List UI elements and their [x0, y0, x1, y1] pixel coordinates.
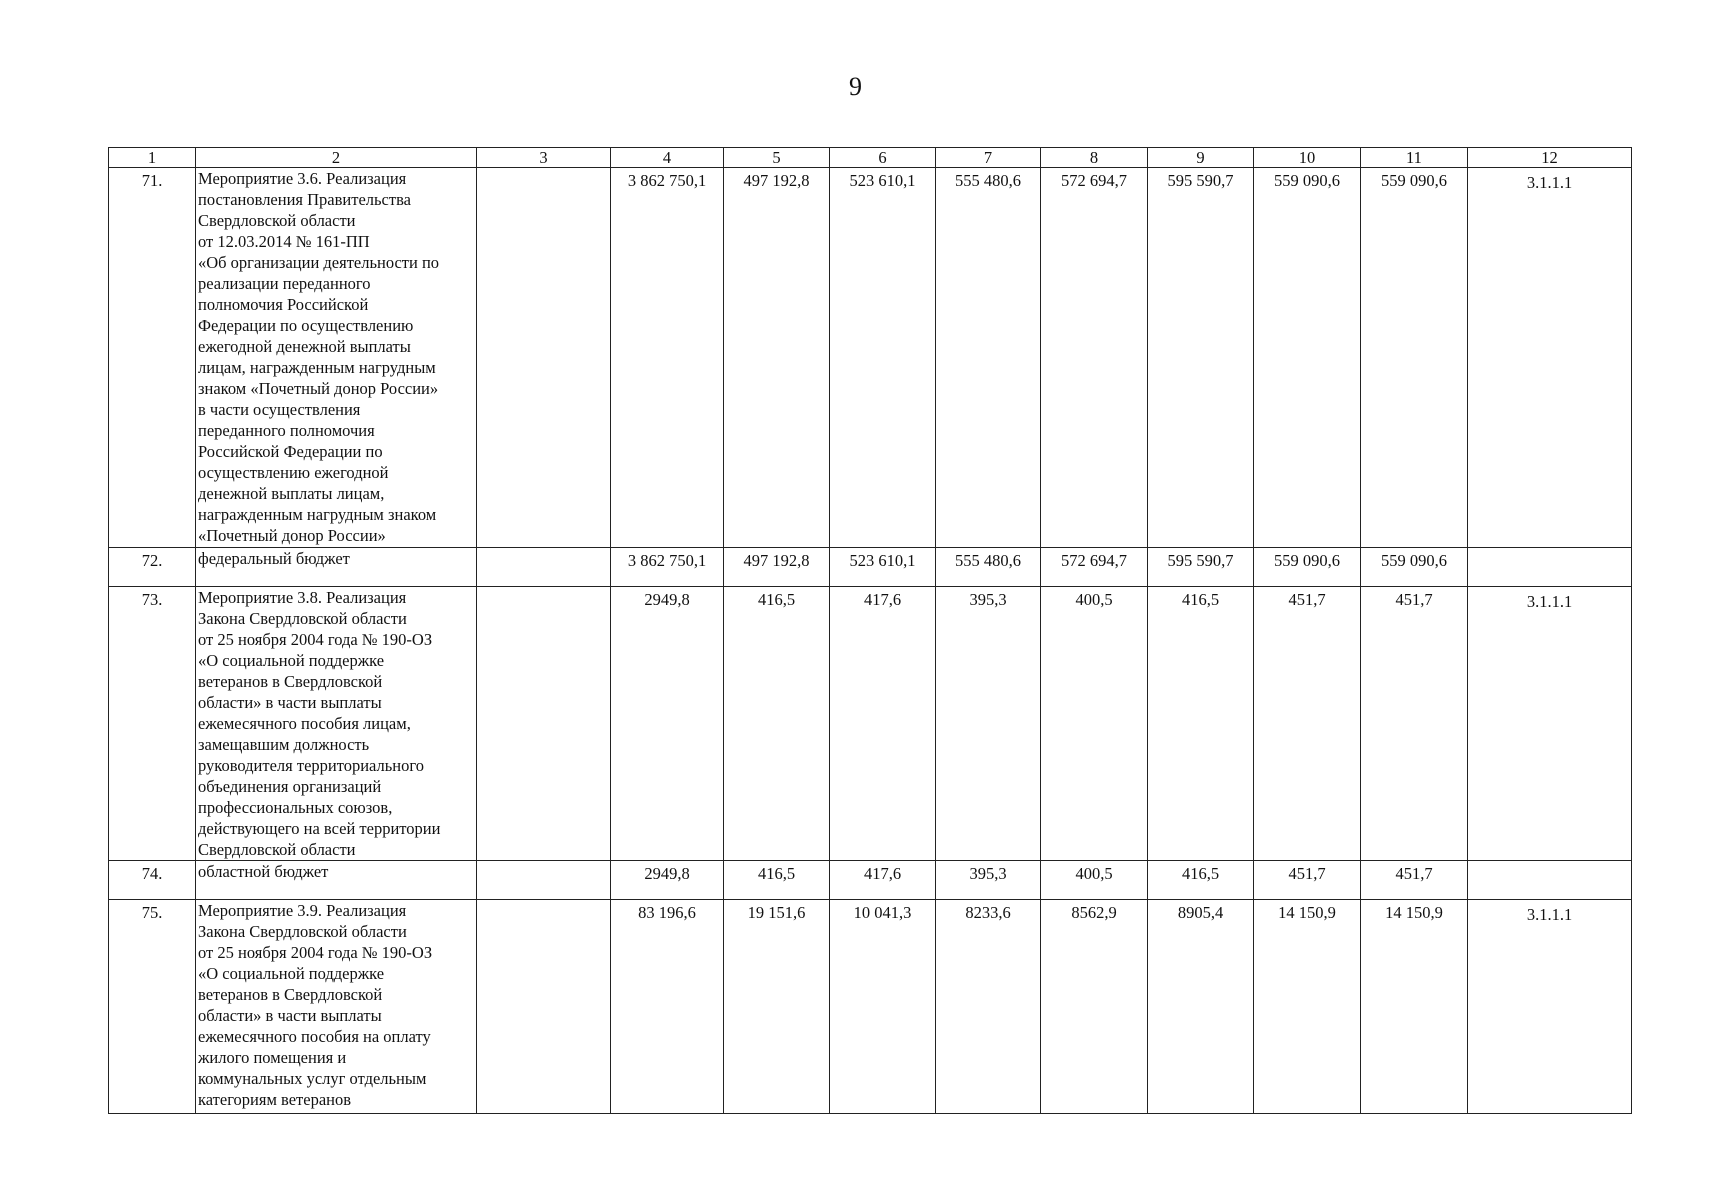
page-number: 9 — [849, 72, 862, 101]
row-description — [196, 548, 477, 587]
target-indicator-code — [1468, 861, 1632, 900]
funding-value: 395,3 — [936, 861, 1041, 900]
description-line: Свердловской области — [198, 211, 356, 230]
funding-value: 451,7 — [1254, 587, 1361, 861]
funding-value: 416,5 — [724, 861, 830, 900]
funding-value: 559 090,6 — [1361, 548, 1468, 587]
column-header: 4 — [611, 148, 724, 168]
funding-value: 2949,8 — [611, 861, 724, 900]
description-line: «Об организации деятельности по — [198, 253, 440, 272]
description-line: полномочия Российской — [198, 295, 369, 314]
funding-value: 400,5 — [1041, 861, 1148, 900]
description-line: награжденным нагрудным знаком — [198, 505, 437, 524]
funding-value: 417,6 — [830, 587, 936, 861]
description-line: от 25 ноября 2004 года № 190-ОЗ — [198, 630, 433, 649]
funding-value: 497 192,8 — [724, 168, 830, 548]
table-row — [109, 900, 1632, 1114]
row-number: 72. — [109, 548, 196, 587]
funding-value: 14 150,9 — [1361, 900, 1468, 1114]
row-column-3 — [477, 168, 611, 548]
row-description — [196, 168, 477, 548]
row-description — [196, 861, 477, 900]
description-line: Мероприятие 3.6. Реализация — [198, 169, 407, 188]
description-line: федеральный бюджет — [198, 549, 350, 568]
description-line: ветеранов в Свердловской — [198, 985, 383, 1004]
description-line: Закона Свердловской области — [198, 922, 407, 941]
description-line: реализации переданного — [198, 274, 371, 293]
description-line: области» в части выплаты — [198, 693, 382, 712]
funding-value: 595 590,7 — [1148, 548, 1254, 587]
description-line: ежемесячного пособия лицам, — [198, 714, 411, 733]
funding-value: 83 196,6 — [611, 900, 724, 1114]
row-number: 74. — [109, 861, 196, 900]
description-line: области» в части выплаты — [198, 1006, 382, 1025]
funding-value: 8905,4 — [1148, 900, 1254, 1114]
program-table — [108, 147, 1632, 1114]
funding-value: 555 480,6 — [936, 168, 1041, 548]
funding-value: 8562,9 — [1041, 900, 1148, 1114]
description-line: объединения организаций — [198, 777, 382, 796]
row-number: 71. — [109, 168, 196, 548]
description-line: профессиональных союзов, — [198, 798, 393, 817]
description-line: лицам, награжденным нагрудным — [198, 358, 436, 377]
description-line: замещавшим должность — [198, 735, 370, 754]
funding-value: 417,6 — [830, 861, 936, 900]
description-line: переданного полномочия — [198, 421, 375, 440]
column-header: 2 — [196, 148, 477, 168]
column-number-row — [109, 148, 1632, 168]
column-header: 1 — [109, 148, 196, 168]
description-line: Мероприятие 3.8. Реализация — [198, 588, 407, 607]
column-header: 5 — [724, 148, 830, 168]
funding-value: 2949,8 — [611, 587, 724, 861]
description-line: постановления Правительства — [198, 190, 411, 209]
description-line: действующего на всей территории — [198, 819, 441, 838]
column-header: 6 — [830, 148, 936, 168]
description-line: Свердловской области — [198, 840, 356, 859]
funding-value: 572 694,7 — [1041, 168, 1148, 548]
table-row — [109, 168, 1632, 548]
description-line: коммунальных услуг отдельным — [198, 1069, 427, 1088]
column-header: 11 — [1361, 148, 1468, 168]
funding-value: 523 610,1 — [830, 168, 936, 548]
funding-value: 416,5 — [1148, 587, 1254, 861]
row-number: 73. — [109, 587, 196, 861]
funding-value: 451,7 — [1361, 861, 1468, 900]
funding-value: 3 862 750,1 — [611, 168, 724, 548]
description-line: от 25 ноября 2004 года № 190-ОЗ — [198, 943, 433, 962]
row-column-3 — [477, 587, 611, 861]
target-indicator-code — [1468, 548, 1632, 587]
target-indicator-code: 3.1.1.1 — [1468, 900, 1632, 1114]
funding-value: 497 192,8 — [724, 548, 830, 587]
description-line: Мероприятие 3.9. Реализация — [198, 901, 407, 920]
row-description — [196, 587, 477, 861]
description-line: ветеранов в Свердловской — [198, 672, 383, 691]
description-line: от 12.03.2014 № 161-ПП — [198, 232, 370, 251]
funding-value: 19 151,6 — [724, 900, 830, 1114]
description-line: «О социальной поддержке — [198, 964, 385, 983]
funding-value: 451,7 — [1254, 861, 1361, 900]
description-line: областной бюджет — [198, 862, 329, 881]
target-indicator-code: 3.1.1.1 — [1468, 587, 1632, 861]
funding-value: 572 694,7 — [1041, 548, 1148, 587]
description-line: ежемесячного пособия на оплату — [198, 1027, 431, 1046]
funding-value: 559 090,6 — [1254, 168, 1361, 548]
column-header: 8 — [1041, 148, 1148, 168]
funding-value: 416,5 — [724, 587, 830, 861]
row-column-3 — [477, 900, 611, 1114]
funding-value: 523 610,1 — [830, 548, 936, 587]
column-header: 10 — [1254, 148, 1361, 168]
funding-value: 400,5 — [1041, 587, 1148, 861]
funding-value: 8233,6 — [936, 900, 1041, 1114]
column-header: 9 — [1148, 148, 1254, 168]
column-header: 3 — [477, 148, 611, 168]
description-line: категориям ветеранов — [198, 1090, 352, 1109]
description-line: осуществлению ежегодной — [198, 463, 389, 482]
row-column-3 — [477, 861, 611, 900]
funding-value: 416,5 — [1148, 861, 1254, 900]
description-line: жилого помещения и — [198, 1048, 347, 1067]
description-line: «О социальной поддержке — [198, 651, 385, 670]
funding-value: 395,3 — [936, 587, 1041, 861]
target-indicator-code: 3.1.1.1 — [1468, 168, 1632, 548]
table-row — [109, 587, 1632, 861]
table-row — [109, 861, 1632, 900]
funding-value: 559 090,6 — [1254, 548, 1361, 587]
column-header: 12 — [1468, 148, 1632, 168]
row-number: 75. — [109, 900, 196, 1114]
funding-value: 559 090,6 — [1361, 168, 1468, 548]
column-header: 7 — [936, 148, 1041, 168]
funding-value: 14 150,9 — [1254, 900, 1361, 1114]
description-line: Закона Свердловской области — [198, 609, 407, 628]
funding-value: 3 862 750,1 — [611, 548, 724, 587]
description-line: Российской Федерации по — [198, 442, 383, 461]
table-row — [109, 548, 1632, 587]
description-line: денежной выплаты лицам, — [198, 484, 385, 503]
description-line: знаком «Почетный донор России» — [198, 379, 439, 398]
description-line: Федерации по осуществлению — [198, 316, 414, 335]
row-column-3 — [477, 548, 611, 587]
description-line: ежегодной денежной выплаты — [198, 337, 411, 356]
description-line: «Почетный донор России» — [198, 526, 386, 545]
description-line: в части осуществления — [198, 400, 361, 419]
funding-value: 451,7 — [1361, 587, 1468, 861]
funding-value: 595 590,7 — [1148, 168, 1254, 548]
row-description — [196, 900, 477, 1114]
funding-value: 555 480,6 — [936, 548, 1041, 587]
funding-value: 10 041,3 — [830, 900, 936, 1114]
description-line: руководителя территориального — [198, 756, 424, 775]
